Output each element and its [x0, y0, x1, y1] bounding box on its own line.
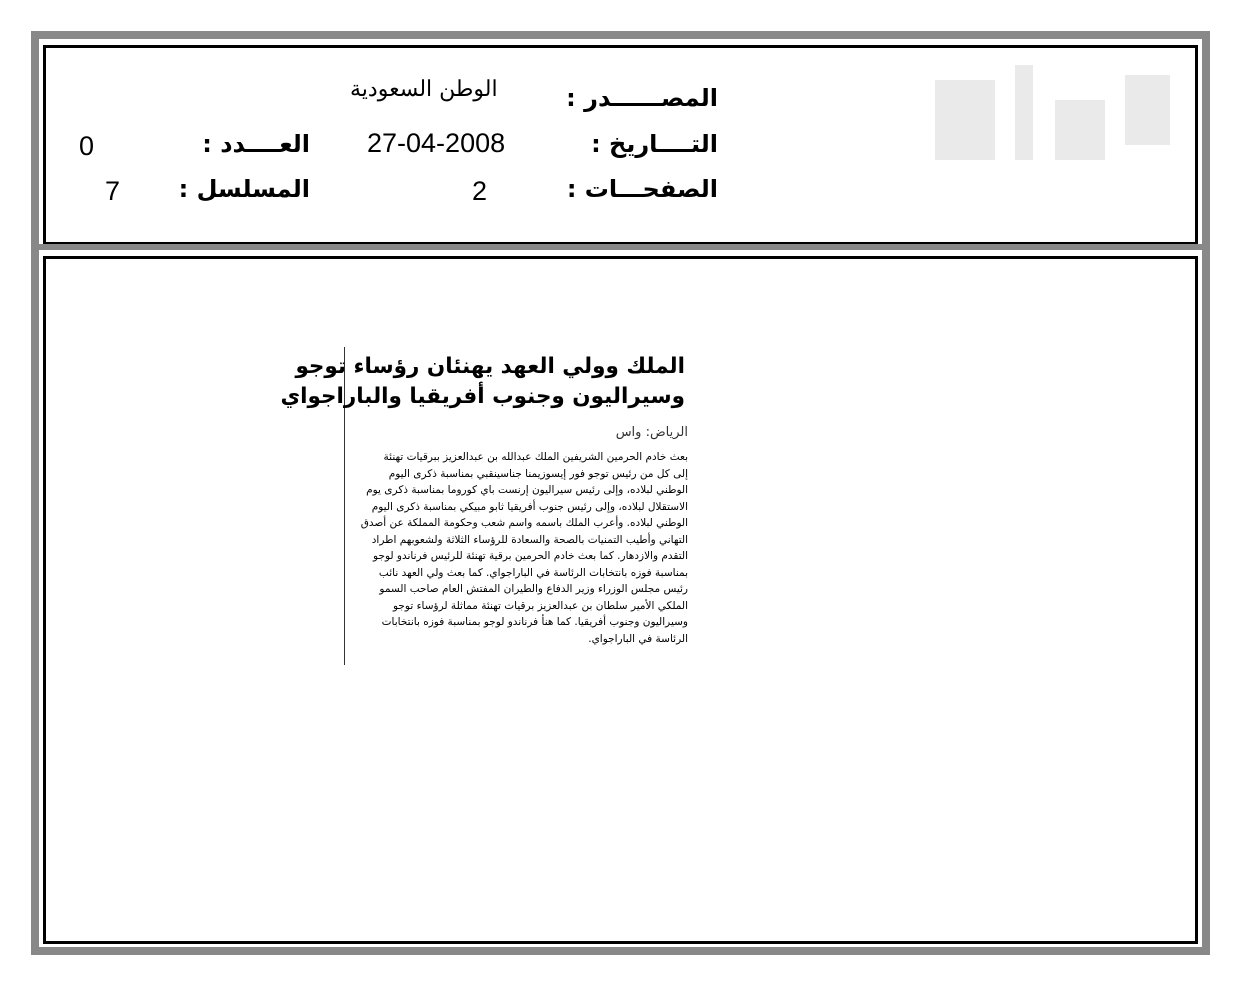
article-line: الملكي الأمير سلطان بن عبدالعزيز برقيات تهنئة مماثلة لرؤساء توجو	[393, 599, 688, 612]
article-line: بعث خادم الحرمين الشريفين الملك عبدالله بن عبدالعزيز ببرقيات تهنئة	[383, 451, 688, 463]
article-line: الرئاسة في الباراجواي.	[588, 632, 688, 645]
source-label: المصــــــدر :	[566, 84, 718, 112]
article-line: الوطني لبلاده. وأعرب الملك باسمه واسم شعب وحكومة المملكة عن أصدق	[360, 517, 688, 529]
article-headline	[280, 352, 685, 412]
article-line: بمناسبة فوزه بانتخابات الرئاسة في الباراجواي. كما بعث ولي العهد نائب	[378, 566, 688, 579]
article-line: رئيس مجلس الوزراء وزير الدفاع والطيران المفتش العام صاحب السمو	[379, 583, 688, 595]
pages-value: 2	[472, 176, 488, 206]
article-line: الوطني لبلاده، وإلى رئيس سيراليون إرنست باي كوروما بمناسبة ذكرى يوم	[366, 484, 688, 496]
issue-label: العــــدد :	[202, 130, 310, 158]
issue-value: 0	[79, 131, 95, 161]
serial-value: 7	[105, 176, 121, 206]
serial-label: المسلسل :	[178, 175, 310, 203]
date-label: التــــاريخ :	[591, 130, 718, 158]
article-body	[352, 449, 688, 647]
headline-line-2: وسيراليون وجنوب أفريقيا والباراجواي	[280, 384, 685, 409]
header-divider	[39, 244, 1202, 250]
source-value: الوطن السعودية	[350, 77, 498, 102]
date-value: 27-04-2008	[367, 128, 506, 158]
article-line: إلى كل من رئيس توجو فور إيسوزيمنا جناسينقبي بمناسبة ذكرى اليوم	[388, 467, 688, 480]
article-dateline: الرياض: واس	[615, 425, 688, 440]
headline-line-1: الملك وولي العهد يهنئان رؤساء توجو	[295, 354, 685, 379]
pages-label: الصفحـــات :	[566, 175, 718, 203]
article-line: وسيراليون وجنوب أفريقيا. كما هنأ فرناندو لوجو بمناسبة فوزه بانتخابات	[381, 616, 688, 628]
article-line: الاستقلال لبلاده، وإلى رئيس جنوب أفريقيا ثابو مبيكي بمناسبة ذكرى اليوم	[371, 500, 688, 513]
article-line: التقدم والازدهار. كما بعث خادم الحرمين برقية تهنئة للرئيس فرناندو لوجو	[373, 550, 688, 562]
article-line: التهاني وأطيب التمنيات بالصحة والسعادة للرؤساء الثلاثة ولشعوبهم اطراد	[371, 533, 688, 546]
faint-logo-watermark	[925, 60, 1180, 170]
